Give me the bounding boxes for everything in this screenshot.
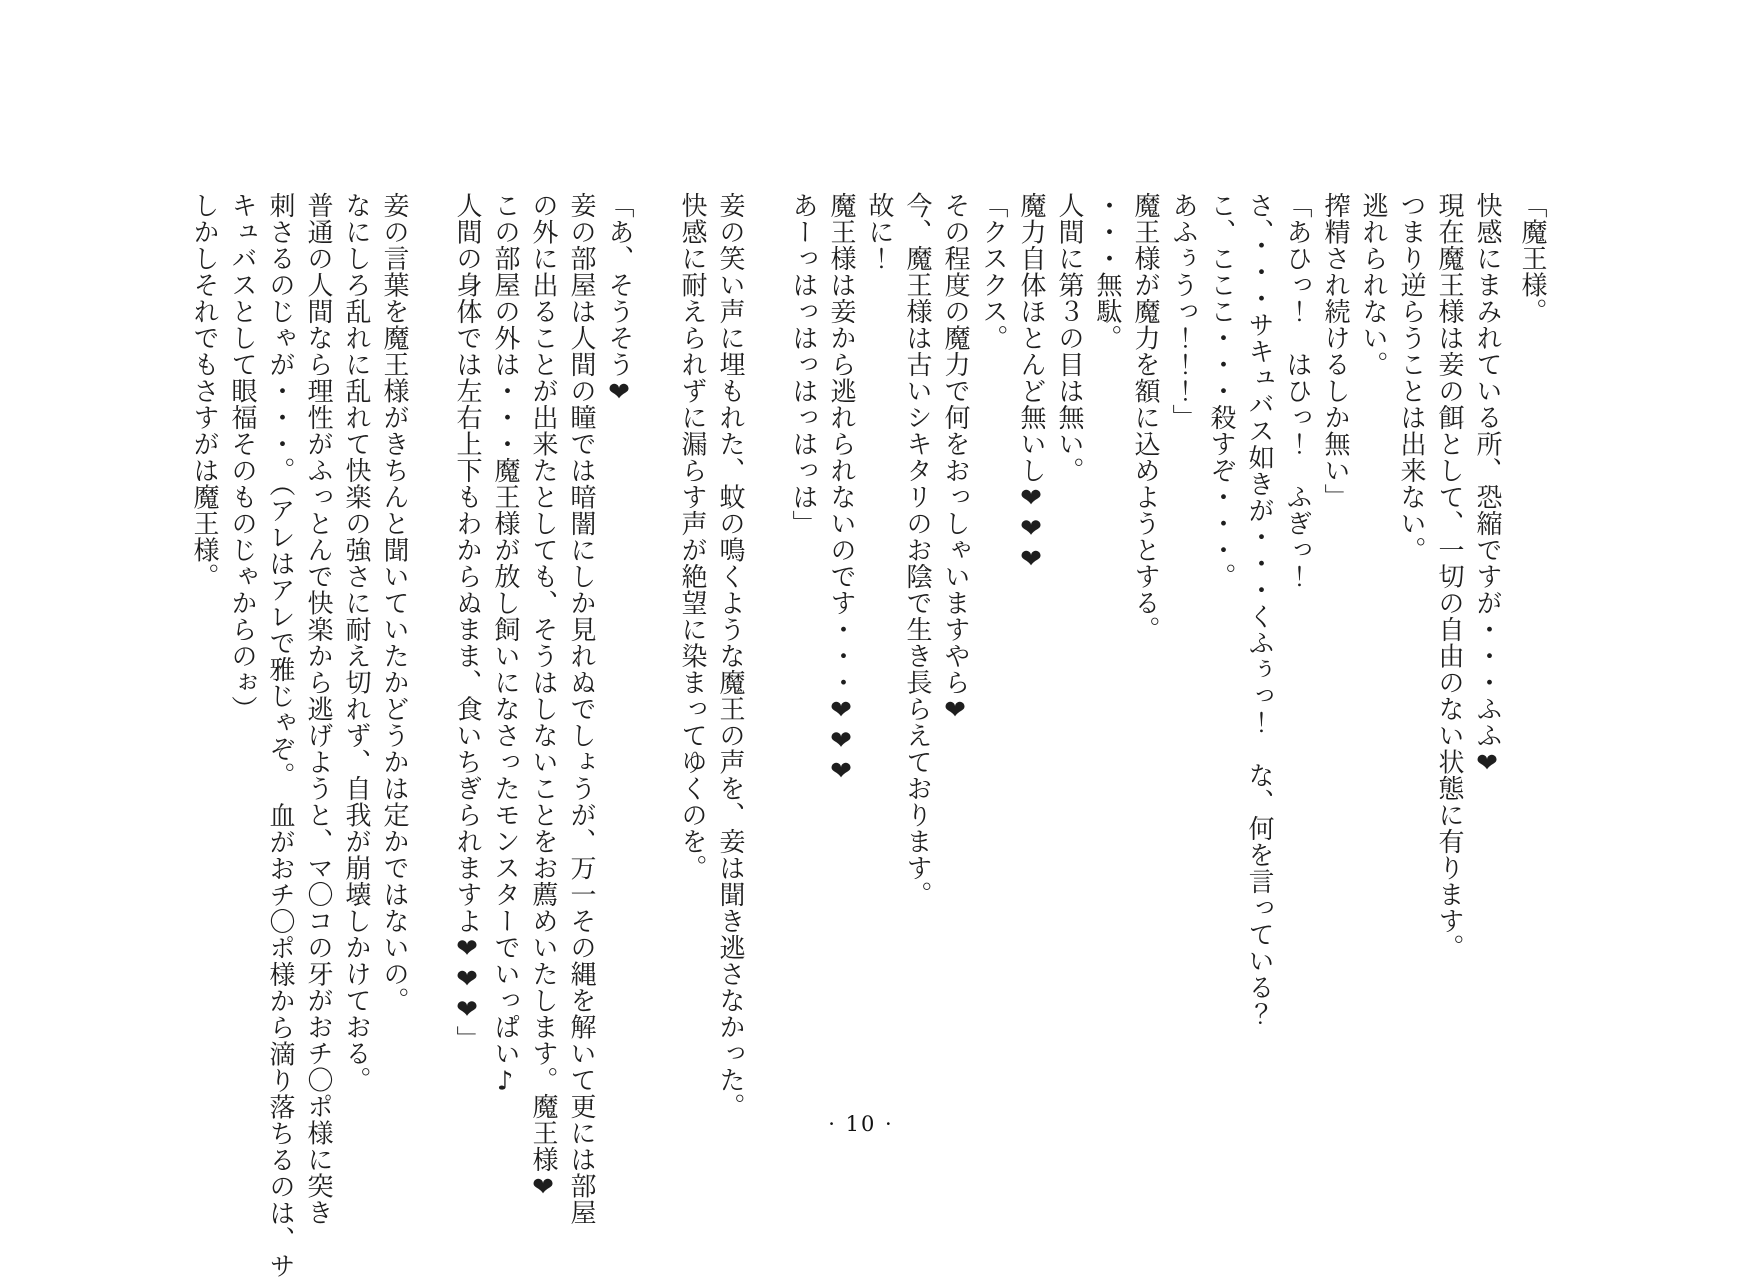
text-column: 妾の笑い声に埋もれた、蚊の鳴くような魔王の声を、妾は聞き逃さなかった。 xyxy=(715,192,745,1120)
text-column: つまり逆らうことは出来ない。 xyxy=(1396,192,1426,563)
text-column: 今、魔王様は古いシキタリのお陰で生き長らえております。 xyxy=(902,192,932,908)
text-column: 搾精され続けるしか無い」 xyxy=(1320,192,1350,510)
text-column: あーっはっはっはっはっは」 xyxy=(788,192,818,537)
text-column: 「あひっ！ はひっ！ ふぎっ！ xyxy=(1282,192,1312,590)
text-column: 妾の言葉を魔王様がきちんと聞いていたかどうかは定かではないの。 xyxy=(379,192,409,1014)
text-column: その程度の魔力で何をおっしゃいますやら❤ xyxy=(940,192,970,726)
text-column: キュバスとして眼福そのものじゃからのぉ） xyxy=(227,192,257,722)
text-column: の外に出ることが出来たとしても、そうはしないことをお薦めいたします。魔王様❤ xyxy=(528,192,558,1203)
text-column: 刺さるのじゃが・・・。（アレはアレで雅じゃぞ。 血がおチ〇ポ様から滴り落ちるのは、サ xyxy=(265,192,295,1279)
paragraph-group xyxy=(673,192,749,1240)
paragraph-group xyxy=(448,192,638,1240)
text-column: 「魔王様。 xyxy=(1517,192,1547,325)
text-column: さ、・・・サキュバス如きが・・・くふぅっ！ な、何を言っている？ xyxy=(1244,192,1274,1027)
text-column: 快感にまみれている所、恐縮ですが・・・ふふ❤ xyxy=(1472,192,1502,779)
page-number: · 10 · xyxy=(828,1112,894,1136)
text-column: しかしそれでもさすがは魔王様。 xyxy=(189,192,219,590)
text-column: 「クスクス。 xyxy=(978,192,1008,351)
text-column: 故に！ xyxy=(864,192,894,272)
text-column: 魔力自体ほとんど無いし❤❤❤ xyxy=(1016,192,1046,575)
text-column: 普通の人間なら理性がふっとんで快楽から逃げようと、マ〇コの牙がおチ〇ポ様に突き xyxy=(303,192,333,1226)
vertical-text-block xyxy=(185,192,1551,1279)
text-column: この部屋の外は・・・魔王様が放し飼いになさったモンスターでいっぱい♪ xyxy=(490,192,520,1097)
text-column: あふぅうっ！！！」 xyxy=(1168,192,1198,431)
text-column: 現在魔王様は妾の餌として、一切の自由のない状態に有ります。 xyxy=(1434,192,1464,961)
text-column: 人間に第３の目は無い。 xyxy=(1054,192,1084,484)
text-column: 快感に耐えられずに漏らす声が絶望に染まってゆくのを。 xyxy=(677,192,707,881)
text-column: 魔王様は妾から逃れられないのです・・・❤❤❤ xyxy=(826,192,856,787)
text-column: 「あ、そうそう❤ xyxy=(604,192,634,408)
text-column: 人間の身体では左右上下もわからぬまま、食いちぎられますよ❤❤❤」 xyxy=(452,192,482,1052)
paragraph-group xyxy=(185,192,413,1279)
text-column: こ、こここ・・・殺すぞ・・・。 xyxy=(1206,192,1236,590)
paragraph-group xyxy=(784,192,1551,1240)
text-column: 妾の部屋は人間の瞳では暗闇にしか見れぬでしょうが、万一その縄を解いて更には部屋 xyxy=(566,192,596,1226)
text-column: 魔王様が魔力を額に込めようとする。 xyxy=(1130,192,1160,643)
text-column: ・・・無駄。 xyxy=(1092,192,1122,351)
text-column: なにしろ乱れに乱れて快楽の強さに耐え切れず、自我が崩壊しかけておる。 xyxy=(341,192,371,1093)
text-column: 逃れられない。 xyxy=(1358,192,1388,378)
